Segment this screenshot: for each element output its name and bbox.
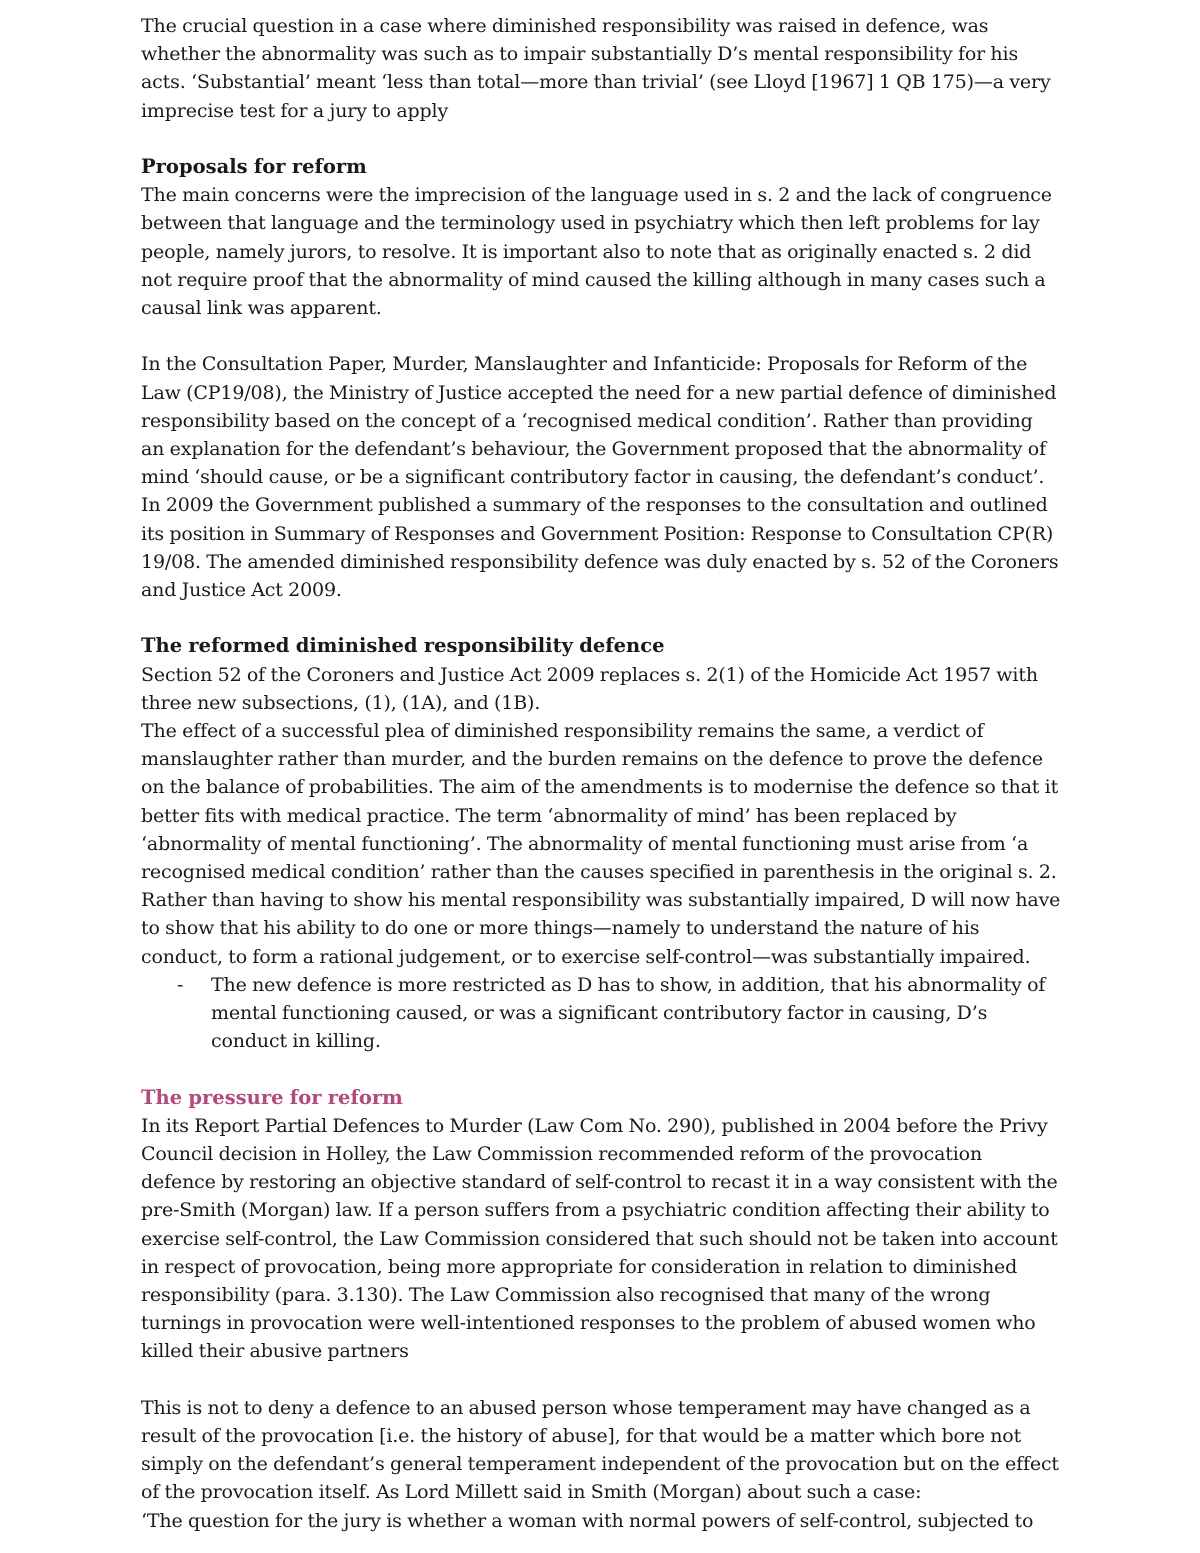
- law-commission-paragraph: In its Report Partial Defences to Murder (Law Com No. 290), published in 2004 before the Privy Council decision in Holley, the Law Commission recommended reform of the provocation defence by restoring an objective standard of self-control to recast it in a way consistent with the pre-Smith (Morgan) law. If a person suffers from a psychiatric condition affecting their ability to exercise self-control, the Law Commission considered that such should not be taken into account in respect of provocation, being more appropriate for consideration in relation to diminished responsibility (para. 3.130). The Law Commission also recognised that many of the wrong turnings in provocation were well-intentioned responses to the problem of abused women who killed their abusive partners: [141, 1114, 1058, 1363]
- paragraph-gap: [141, 604, 1061, 632]
- paragraph-gap: [141, 125, 1061, 153]
- bullet-text: The new defence is more restricted as D has to show, in addition, that his abnormality of mental functioning caused, or was a significant contributory factor in causing, D’s conduct in killing.: [211, 973, 1046, 1053]
- document-page: [141, 12, 1061, 1535]
- abused-person-paragraph: This is not to deny a defence to an abused person whose temperament may have changed as a result of the provocation [i.e. the history of abuse], for that would be a matter which bore not simply on the defendant’s general temperament independent of the provocation but on the effect of the provocation itself. As Lord Millett said in Smith (Morgan) about such a case:: [141, 1396, 1059, 1504]
- section-52-paragraph: Section 52 of the Coroners and Justice Act 2009 replaces s. 2(1) of the Homicide Act 1957 with three new subsections, (1), (1A), and (1B).: [141, 663, 1038, 714]
- proposals-paragraph: The main concerns were the imprecision of the language used in s. 2 and the lack of congruence between that language and the terminology used in psychiatry which then left problems for lay people, namely jurors, to resolve. It is important also to note that as originally enacted s. 2 did not require proof that the abnormality of mind caused the killing although in many cases such a causal link was apparent.: [141, 184, 1052, 320]
- paragraph-gap: [141, 1055, 1061, 1083]
- consultation-paragraph: In the Consultation Paper, Murder, Manslaughter and Infanticide: Proposals for Reform of the Law (CP19/08), the Ministry of Justice accepted the need for a new partial defence of diminished responsibility based on the concept of a ‘recognised medical condition’. Rather than providing an explanation for the defendant’s behaviour, the Government proposed that the abnormality of mind ‘should cause, or be a significant contributory factor in causing, the defendant’s conduct’. In 2009 the Government published a summary of the responses to the consultation and outlined its position in Summary of Responses and Government Position: Response to Consultation CP(R) 19/08. The amended diminished responsibility defence was duly enacted by s. 52 of the Coroners and Justice Act 2009.: [141, 353, 1059, 602]
- intro-paragraph: The crucial question in a case where diminished responsibility was raised in defence, was whether the abnormality was such as to impair substantially D’s mental responsibility for his acts. ‘Substantial’ meant ‘less than total—more than trivial’ (see Lloyd [1967] 1 QB 175)—a very imprecise test for a jury to apply: [141, 15, 1051, 122]
- millett-quote-start: ‘The question for the jury is whether a woman with normal powers of self-control, subjected to: [141, 1509, 1034, 1532]
- paragraph-gap: [141, 322, 1061, 350]
- bullet-item: [141, 971, 1061, 1056]
- paragraph-gap: [141, 1366, 1061, 1394]
- pressure-heading: The pressure for reform: [141, 1085, 403, 1109]
- effect-paragraph: The effect of a successful plea of diminished responsibility remains the same, a verdict of manslaughter rather than murder, and the burden remains on the defence to prove the defence on the balance of probabilities. The aim of the amendments is to modernise the defence so that it better fits with medical practice. The term ‘abnormality of mind’ has been replaced by ‘abnormality of mental functioning’. The abnormality of mental functioning must arise from ‘a recognised medical condition’ rather than the causes specified in parenthesis in the original s. 2. Rather than having to show his mental responsibility was substantially impaired, D will now have to show that his ability to do one or more things—namely to understand the nature of his conduct, to form a rational judgement, or to exercise self-control—was substantially impaired.: [141, 720, 1061, 968]
- proposals-heading: Proposals for reform: [141, 155, 367, 178]
- reformed-defence-heading: The reformed diminished responsibility defence: [141, 634, 665, 658]
- bullet-marker: -: [177, 973, 184, 996]
